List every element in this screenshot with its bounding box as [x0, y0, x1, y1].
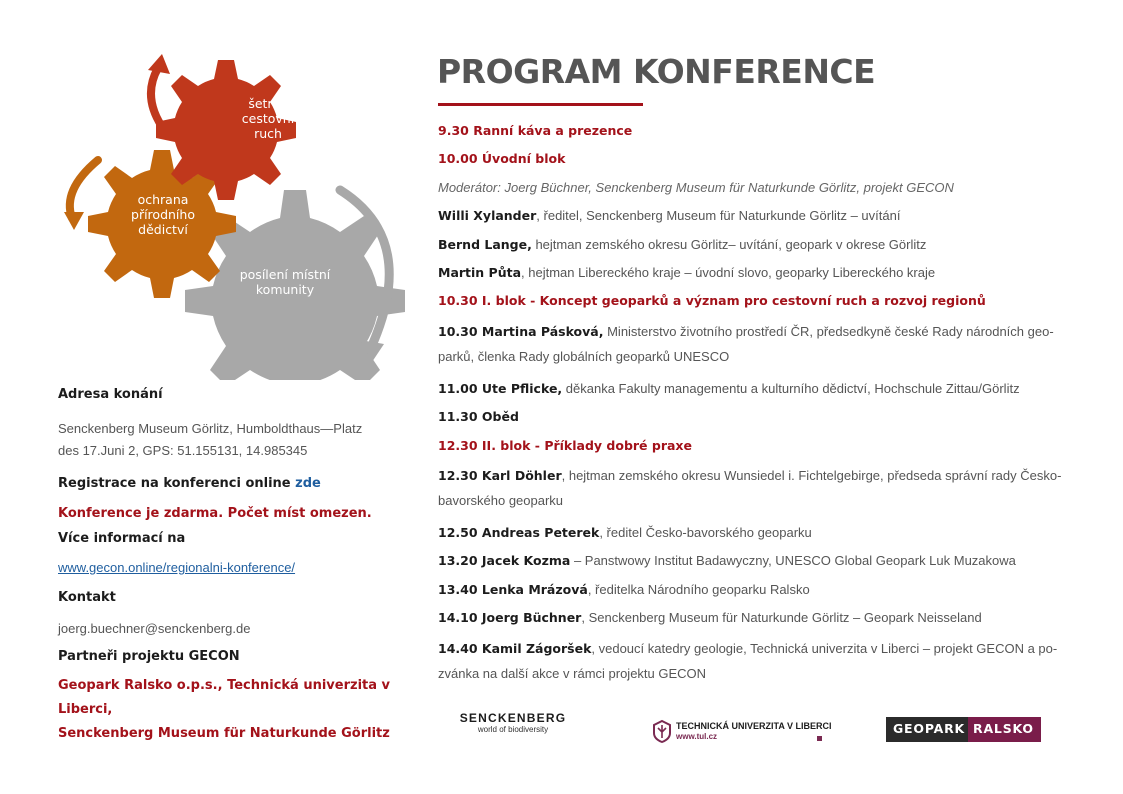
grey-gear-label	[225, 267, 345, 297]
gears-diagram	[40, 40, 420, 380]
program-item	[438, 145, 1088, 173]
program-item	[438, 432, 1088, 460]
speaker-name: 14.10 Joerg Büchner	[438, 610, 582, 626]
orange-gear-label-line: dědictví	[138, 222, 188, 237]
geopark-ralsko-logo	[886, 717, 1041, 742]
program-item	[438, 202, 1088, 230]
speaker-name: 12.50 Andreas Peterek	[438, 525, 600, 541]
grey-gear-label-line: posílení místní	[239, 267, 331, 282]
tul-logo-square	[817, 736, 822, 741]
program-session: 9.30 Ranní káva a prezence	[438, 123, 633, 138]
program-item	[438, 547, 1088, 575]
geopark-logo-part: GEOPARK	[886, 717, 968, 742]
program-item	[438, 576, 1088, 604]
speaker-name: 13.40 Lenka Mrázová	[438, 581, 588, 597]
red-gear-label-line: cestovní	[241, 111, 295, 126]
speaker-name: 13.20 Jacek Kozma	[438, 553, 571, 569]
speaker-role: Ministerstvo životního prostředí ČR, předsedkyně české Rady národních geo-	[603, 323, 1054, 339]
partners-line: Geopark Ralsko o.p.s., Technická univerzita v Liberci,	[58, 678, 391, 717]
registration-text: Registrace na konferenci online	[58, 476, 296, 491]
senckenberg-logo-subtitle: world of biodiversity	[477, 725, 549, 734]
red-gear-label-line: ruch	[254, 126, 282, 141]
speaker-name: 10.30 Martina Pásková,	[438, 323, 604, 339]
program-item	[438, 463, 1088, 513]
speaker-role: , vedoucí katedry geologie, Technická univerzita v Liberci – projekt GECON a po-	[591, 640, 1058, 656]
speaker-role: děkanka Fakulty managementu a kulturního dědictví, Hochschule Zittau/Görlitz	[562, 380, 1020, 396]
speaker-name: Bernd Lange,	[438, 236, 532, 252]
contact-heading: Kontakt	[58, 590, 116, 605]
tul-logo-url: www.tul.cz	[676, 732, 718, 741]
speaker-role: parků, členka Rady globálních geoparků UNESCO	[438, 348, 730, 364]
program-item	[438, 403, 1088, 431]
program-item	[438, 287, 1088, 315]
free-note: Konference je zdarma. Počet míst omezen.	[58, 506, 372, 521]
program-moderator: Moderátor: Joerg Büchner, Senckenberg Museum für Naturkunde Görlitz, projekt GECON	[438, 179, 954, 195]
program-break: 11.30 Oběd	[438, 409, 519, 425]
page-title: PROGRAM KONFERENCE	[437, 52, 876, 91]
contact-email[interactable]: joerg.buechner@senckenberg.de	[58, 621, 251, 636]
speaker-role: zvánka na další akce v rámci projektu GECON	[438, 665, 707, 681]
registration-link[interactable]: zde	[295, 476, 321, 491]
program-item	[438, 375, 1088, 403]
tul-logo	[652, 719, 832, 745]
venue-address-line: des 17.Juni 2, GPS: 51.155131, 14.985345	[58, 443, 308, 458]
program-item	[438, 231, 1088, 259]
more-info-heading: Více informací na	[58, 531, 186, 546]
speaker-role: , ředitel Česko-bavorského geoparku	[599, 525, 812, 541]
senckenberg-logo-text: SENCKENBERG	[459, 711, 567, 725]
speaker-name: 14.40 Kamil Zágoršek	[438, 640, 592, 656]
partners-heading: Partneři projektu GECON	[58, 649, 240, 664]
red-gear-label-line: šetrný	[248, 96, 288, 111]
red-gear-label	[218, 96, 318, 141]
program-item	[438, 117, 1088, 145]
speaker-role: – Panstwowy Institut Badawyczny, UNESCO Global Geopark Luk Muzakowa	[570, 553, 1016, 569]
tul-emblem-icon	[652, 719, 672, 743]
program-session: 12.30 II. blok - Příklady dobré praxe	[438, 437, 692, 453]
grey-gear-label-line: komunity	[255, 282, 315, 297]
program-item	[438, 259, 1088, 287]
speaker-name: Martin Půta	[438, 265, 522, 281]
venue-heading: Adresa konání	[58, 387, 163, 402]
speaker-role: hejtman zemského okresu Görlitz– uvítání, geopark v okrese Görlitz	[531, 236, 927, 252]
info-column	[58, 387, 408, 746]
speaker-name: 11.00 Ute Pflicke,	[438, 380, 563, 396]
speaker-role: , hejtman Libereckého kraje – úvodní slovo, geoparky Libereckého kraje	[521, 265, 936, 281]
orange-gear-label	[108, 192, 218, 237]
orange-gear-label-line: přírodního	[131, 207, 195, 222]
tul-logo-name: TECHNICKÁ UNIVERZITA V LIBERCI	[676, 721, 832, 731]
speaker-role: , ředitelka Národního geoparku Ralsko	[587, 581, 810, 597]
program-item	[438, 319, 1088, 369]
program-session: 10.30 I. blok - Koncept geoparků a význam pro cestovní ruch a rozvoj regionů	[438, 293, 986, 309]
speaker-name: Willi Xylander	[438, 208, 537, 224]
orange-gear-label-line: ochrana	[137, 192, 189, 207]
program-session: 10.00 Úvodní blok	[438, 151, 566, 167]
speaker-name: 12.30 Karl Döhler	[438, 468, 562, 484]
program-list	[438, 117, 1088, 692]
gears-svg	[40, 40, 420, 380]
speaker-role: bavorského geoparku	[438, 493, 564, 509]
registration-line	[58, 476, 408, 491]
senckenberg-logo	[452, 711, 574, 734]
speaker-role: , hejtman zemského okresu Wunsiedel i. Fichtelgebirge, předseda správní rady Česko-	[561, 468, 1062, 484]
speaker-role: , ředitel, Senckenberg Museum für Naturkunde Görlitz – uvítání	[536, 208, 901, 224]
venue-address-line: Senckenberg Museum Görlitz, Humboldthaus—Platz	[58, 421, 363, 436]
ralsko-logo-part: RALSKO	[968, 717, 1041, 742]
program-item	[438, 604, 1088, 632]
more-info-link[interactable]: www.gecon.online/regionalni-konference/	[58, 560, 296, 575]
program-item	[438, 519, 1088, 547]
program-item	[438, 636, 1088, 686]
partners-line: Senckenberg Museum für Naturkunde Görlitz	[58, 726, 390, 741]
title-underline	[438, 103, 643, 106]
speaker-role: , Senckenberg Museum für Naturkunde Görlitz – Geopark Neisseland	[581, 610, 982, 626]
